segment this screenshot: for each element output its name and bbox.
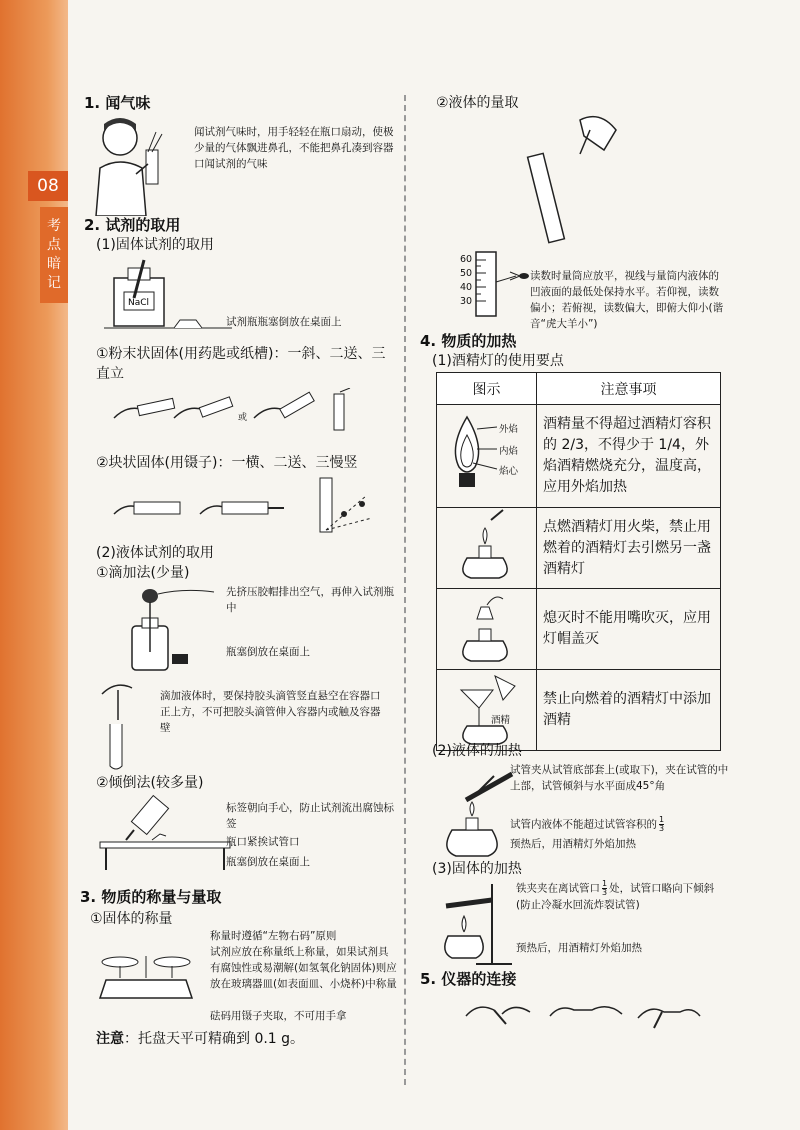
table-cell-extinguish: 熄灭时不能用嘴吹灭，应用灯帽盖灭 [537,589,721,670]
chapter-number: 08 [28,171,68,201]
pour-note-label: 标签朝向手心，防止试剂流出腐蚀标签 [226,802,394,830]
dropper-figure [124,582,224,676]
cylinder-pour-figure [520,110,620,250]
liquid-heating-subtitle: (2)液体的加热 [432,743,522,759]
section-reagent-title: 2. 试剂的取用 [84,216,181,234]
weigh-note-principle: 称量时遵循“左物右码”原则 [210,930,337,942]
table-head-notes: 注意事项 [537,373,721,405]
solid-heat-note-clamp-a: 铁夹夹在离试管口 [516,882,600,895]
section-heating-title: 4. 物质的加热 [420,332,517,350]
section-smell-title: 1. 闻气味 [84,94,151,112]
tick-60: 60 [460,254,473,265]
fraction-denominator: 3 [602,888,608,897]
fraction-numerator: 1 [659,815,665,824]
drop-note-squeeze: 先挤压胶帽排出空气，再伸入试剂瓶中 [226,586,394,614]
table-cell-refill: 禁止向燃着的酒精灯中添加酒精 [537,670,721,751]
attention-text: ：托盘天平可精确到 0.1 g。 [124,1031,305,1047]
pour-note-mouth: 瓶口紧挨试管口 [226,836,300,848]
pouring-figure [90,790,240,870]
smell-note: 闻试剂气味时，用手轻轻在瓶口扇动，使极少量的气体飘进鼻孔，不能把鼻孔凑到容器口闻试剂的气味 [194,126,394,170]
fraction-denominator: 3 [659,824,665,833]
add-alcohol-figure [437,670,533,746]
liquid-heat-note-preheat: 预热后，用酒精灯外焰加热 [510,838,636,850]
pour-method-title: ②倾倒法(较多量) [96,775,204,791]
cylinder-reading-note: 读数时量筒应放平，视线与量筒内液体的凹液面的最低处保持水平。若仰视，读数偏小；若俯视，读数偏大，即俯大仰小(谐音“虎大羊小”) [530,270,724,330]
stopper-note: 试剂瓶瓶塞倒放在桌面上 [226,316,342,328]
weigh-note-paper: 试剂应放在称量纸上称量，如果试剂具有腐蚀性或易潮解(如氢氧化钠固体)则应放在玻璃器皿(如表面皿、小烧杯)中称量 [210,946,397,990]
solid-weigh-subtitle: ①固体的称量 [90,911,173,927]
bottle-label: NaCl [128,298,150,308]
tick-30: 30 [460,296,473,307]
block-steps-figure [104,474,384,536]
powder-steps-figure [104,388,364,434]
table-cell-lighting: 点燃酒精灯用火柴，禁止用燃着的酒精灯去引燃另一盏酒精灯 [537,508,721,589]
liquid-reagent-subtitle: (2)液体试剂的取用 [96,545,214,561]
match-lighting-figure [437,508,533,584]
table-row [437,508,721,589]
alcohol-label: 酒精 [491,715,511,726]
cap-figure-cell [437,589,537,670]
tick-40: 40 [460,282,473,293]
side-tab-char: 考 [47,218,61,234]
balance-figure [96,950,196,1002]
powder-solid-text: ①粉末状固体(用药匙或纸槽)：一斜、二送、三直立 [96,346,386,382]
page-edge-band [0,0,68,1130]
table-row [437,405,721,508]
attention-line [96,1028,304,1048]
one-third-fraction [602,880,607,897]
funnel-figure-cell [437,670,537,751]
drop-method-title: ①滴加法(少量) [96,565,190,581]
solid-heating-subtitle: (3)固体的加热 [432,861,522,877]
section-weigh-title: 3. 物质的称量与量取 [80,888,222,906]
side-tab-char: 记 [47,275,61,291]
solid-heating-figure [432,880,522,968]
side-tab-char: 点 [47,237,61,253]
inner-flame-label: 内焰 [499,446,519,457]
solid-heat-note-clamp [516,880,726,913]
flame-figure [437,407,533,503]
table-row [437,589,721,670]
solid-heat-note-preheat: 预热后，用酒精灯外焰加热 [516,942,642,954]
powder-or-label: 或 [238,413,248,423]
liquid-measure-title: ②液体的量取 [436,95,519,111]
smell-figure [86,112,178,216]
outer-flame-label: 外焰 [499,424,519,435]
table-header-row [437,373,721,405]
dropping-figure [96,680,156,770]
table-head-figure: 图示 [437,373,537,405]
tick-50: 50 [460,268,473,279]
flame-core-label: 焰心 [499,466,519,477]
side-tab [40,207,68,303]
liquid-heat-note-volume [510,816,664,833]
liquid-heat-note-volume-text: 试管内液体不能超过试管容积的 [510,818,657,831]
pour-note-stopper: 瓶塞倒放在桌面上 [226,856,310,868]
attention-label: 注意 [96,1031,124,1047]
block-solid-text: ②块状固体(用镊子)：一横、二送、三慢竖 [96,455,358,471]
solid-heat-note-clamp-b: 处，试管口略向下倾斜(防止冷凝水回流炸裂试管) [516,882,715,911]
fraction-numerator: 1 [602,879,608,888]
alcohol-lamp-subtitle: (1)酒精灯的使用要点 [432,353,564,369]
solid-reagent-subtitle: (1)固体试剂的取用 [96,237,214,253]
reagent-bottle-figure [104,258,234,334]
table-cell-amount: 酒精量不得超过酒精灯容积的 2/3，不得少于 1/4，外焰酒精燃烧充分，温度高，应用外焰加热 [537,405,721,508]
connection-figure [462,994,702,1034]
drop-note-stopper: 瓶塞倒放在桌面上 [226,646,310,658]
side-tab-char: 暗 [47,256,61,272]
weigh-note-weights: 砝码用镊子夹取，不可用手拿 [210,1010,347,1022]
section-connect-title: 5. 仪器的连接 [420,970,517,988]
liquid-heat-note-clamp: 试管夹从试管底部套上(或取下)，夹在试管的中上部，试管倾斜与水平面成45°角 [510,764,729,792]
drop-note-vertical: 滴加液体时，要保持胶头滴管竖直悬空在容器口正上方，不可把胶头滴管伸入容器内或触及容器壁 [160,690,381,734]
table-row [437,670,721,751]
alcohol-lamp-table [436,372,721,751]
one-third-fraction [659,816,664,833]
match-figure-cell [437,508,537,589]
lamp-cap-figure [437,589,533,665]
column-divider [404,95,406,1085]
liquid-heating-figure [432,770,522,862]
flame-figure-cell [437,405,537,508]
